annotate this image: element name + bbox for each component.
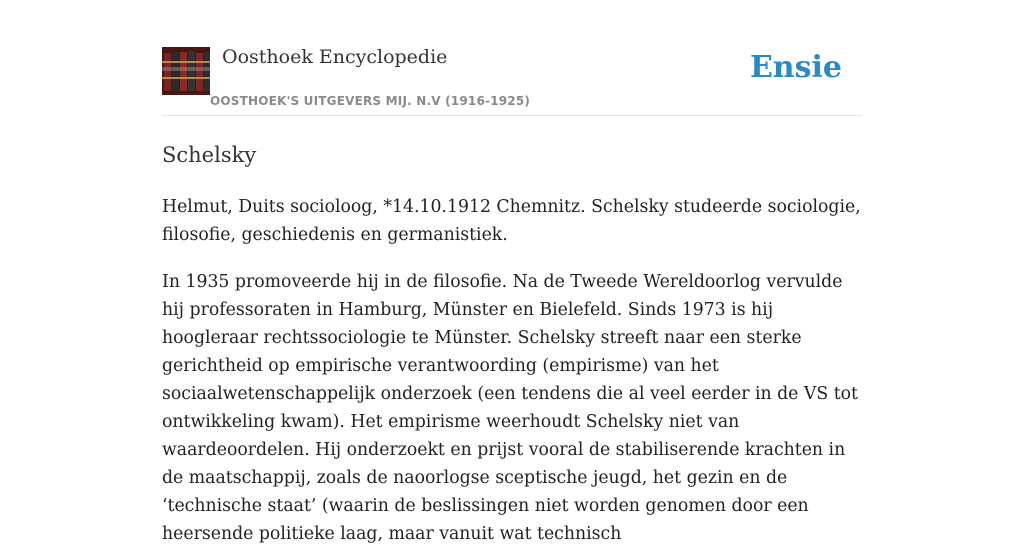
encyclopedia-books-icon[interactable]	[162, 47, 210, 95]
article-paragraph: Helmut, Duits socioloog, *14.10.1912 Chemnitz. Schelsky studeerde sociologie, filosofie, geschiedenis en germanistiek.	[162, 197, 861, 245]
article-body	[162, 193, 862, 548]
article-paragraph: In 1935 promoveerde hij in de filosofie. Na de Tweede Wereldoorlog vervulde hij professoraten in Hamburg, Münster en Bielefeld. Sinds 1973 is hij hoogleraar rechtssociologie te Münster. Schelsky streeft naar een sterke gerichtheid op empirische verantwoording (empirisme) van het sociaalwetenschappelijk onderzoek (een tendens die al veel eerder in de VS tot ontwikkeling kwam). Het empirisme weerhoudt Schelsky niet van waardeoordelen. Hij onderzoekt en prijst vooral de stabiliserende krachten in de maatschappij, zoals de naoorlogse sceptische jeugd, het gezin en de ‘technische staat’ (waarin de beslissingen niet worden genomen door een heersende politieke laag, maar vanuit wat technisch	[162, 272, 858, 544]
page	[162, 0, 862, 548]
ensie-logo-link[interactable]: Ensie	[749, 50, 842, 85]
article-title: Schelsky	[162, 143, 257, 167]
source-title[interactable]: Oosthoek Encyclopedie	[222, 46, 448, 68]
source-header	[162, 0, 862, 116]
source-subtitle: OOSTHOEK'S UITGEVERS MIJ. N.V (1916-1925)	[210, 94, 531, 108]
